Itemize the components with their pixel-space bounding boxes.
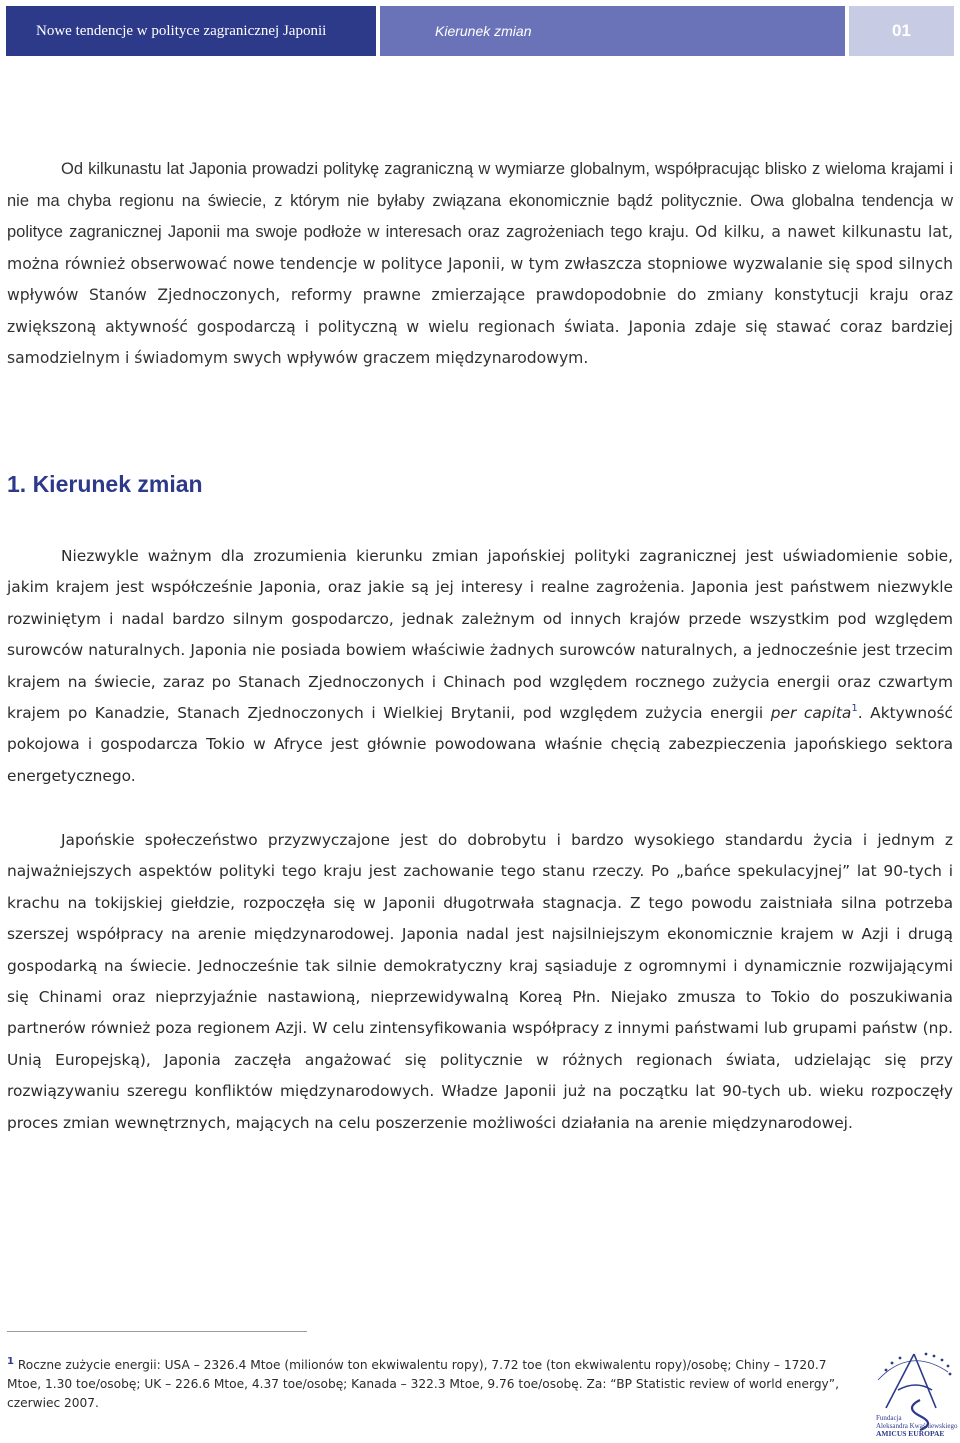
footnote-number: 1 [7,1356,14,1367]
per-capita-italic: per capita [770,704,852,723]
body-paragraph-1-text-end: . Aktywność pokojowa i gospodarcza Tokio w Afryce jest głównie powodowana właśnie chęcią zabezpieczenia japońskiego sektora energetycznego. [7,704,953,785]
intro-paragraph [7,154,953,375]
header-section-title: Kierunek zmian [380,6,845,56]
footnote [7,1352,847,1413]
intro-part-2: Od kilku, a nawet kilkunastu lat, można również obserwować nowe tendencje w polityce Japonii, w tym zwłaszcza stopniowe wyzwalanie się spod silnych wpływów Stanów Zjednoczonych, reformy prawne zmierzające prawdopodobnie do zmiany konstytucji kraju oraz zwiększoną aktywność gospodarczą i polityczną w wielu regionach świata. Japonia zdaje się stawać coraz bardziej samodzielnym i świadomym swych wpływów graczem międzynarodowym. [7,223,953,367]
logo-caption-line-2: Aleksandra Kwaśniewskiego [876,1422,958,1430]
logo-caption-line-3: AMICUS EUROPAE [876,1429,945,1438]
page-header [6,6,954,56]
header-page-number: 01 [849,6,954,56]
footnote-text: Roczne zużycie energii: USA – 2326.4 Mtoe (milionów ton ekwiwalentu ropy), 7.72 toe (ton ekwiwalentu ropy)/osobę; Chiny – 1720.7 Mtoe, 1.30 toe/osobę; UK – 226.6 Mtoe, 4.37 toe/osobę; Kanada – 322.3 Mtoe, 9.76 toe/osobę. Za: “BP Statistic review of world energy”, czerwiec 2007. [7,1358,839,1410]
intro-part-1: Od kilkunastu lat Japonia prowadzi politykę zagraniczną w wymiarze globalnym, współpracując blisko z wieloma krajami i nie ma chyba regionu na świecie, z którym nie byłaby związana ekonomicznie bądź politycznie. Owa globalna tendencja w polityce zagranicznej Japonii ma swoje podłoże w interesach oraz zagrożeniach tego kraju. [7,160,953,241]
body-paragraph-1 [7,541,953,792]
body-paragraph-2: Japońskie społeczeństwo przyzwyczajone jest do dobrobytu i bardzo wysokiego standardu życia i jednym z najważniejszych aspektów polityki tego kraju jest zachowanie tego stanu rzeczy. Po „bańce spekulacyjnej” lat 90-tych i krachu na tokijskiej giełdzie, rozpoczęła się w Japonii długotrwała stagnacja. Z tego powodu zaistniała silna potrzeba szerszej współpracy na arenie międzynarodowej. Japonia nadal jest najsilniejszym ekonomicznie krajem w Azji i drugą gospodarką na świecie. Jednocześnie tak silnie demokratyczny kraj sąsiaduje z ogromnymi i dynamicznie rozwijającymi się Chinami oraz nieprzyjaźnie nastawioną, nieprzewidywalną Koreą Płn. Niejako zmusza to Tokio do poszukiwania partnerów również poza regionem Azji. W celu zintensyfikowania współpracy z innymi państwami lub grupami państw (np. Unią Europejską), Japonia zaczęła angażować się politycznie w różnych regionach świata, udzielając się przy rozwiązywaniu szeregu konfliktów międzynarodowych. Władze Japonii już na początku lat 90-tych ub. wieku rozpoczęły proces zmian wewnętrznych, mających na celu poszerzenie możliwości działania na arenie międzynarodowej. [7,831,953,1132]
section-heading: 1. Kierunek zmian [7,471,203,497]
header-document-title: Nowe tendencje w polityce zagranicznej Japonii [6,6,376,56]
logo-caption-line-1: Fundacja [876,1414,902,1422]
footnote-divider [7,1331,307,1332]
logo-caption [876,1414,958,1438]
body-paragraph-1-text: Niezwykle ważnym dla zrozumienia kierunku zmian japońskiej polityki zagranicznej jest uświadomienie sobie, jakim krajem jest współcześnie Japonia, oraz jakie są jej interesy i realne zagrożenia. Japonia jest państwem niezwykle rozwiniętym i nadal bardzo silnym gospodarczo, jednak zależnym od innych krajów przede wszystkim pod względem surowców naturalnych. Japonia nie posiada bowiem właściwie żadnych surowców naturalnych, a jednocześnie jest trzecim krajem na świecie, zaraz po Stanach Zjednoczonych i Chinach pod względem rocznego zużycia energii oraz czwartym krajem po Kanadzie, Stanach Zjednoczonych i Wielkiej Brytanii, pod względem zużycia energii [7,547,953,723]
footnote-reference[interactable]: 1 [851,703,858,715]
